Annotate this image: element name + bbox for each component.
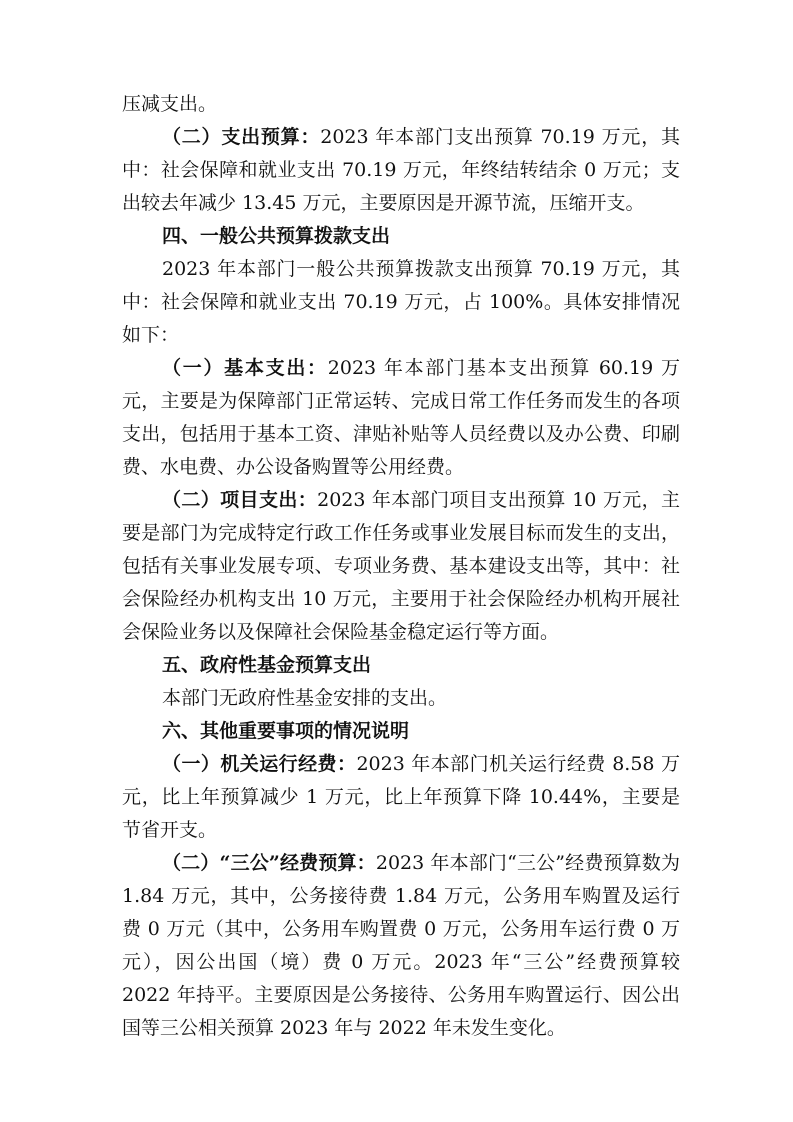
paragraph-general-budget: 2023 年本部门一般公共预算拨款支出预算 70.19 万元，其中：社会保障和就业支出 70.19 万元，占 100%。具体安排情况如下： bbox=[122, 258, 680, 346]
paragraph-fund-budget: 本部门无政府性基金安排的支出。 bbox=[162, 687, 448, 709]
document-page bbox=[122, 88, 680, 1045]
paragraph-lead: （一）机关运行经费： bbox=[162, 753, 357, 775]
paragraph-expenditure-budget bbox=[122, 121, 680, 220]
paragraph-basic-expenditure bbox=[122, 352, 680, 484]
paragraph-body: 2023 年本部门“三公”经费预算数为 1.84 万元，其中，公务接待费 1.84 万元，公务用车购置及运行费 0 万元（其中，公务用车购置费 0 万元，公务用车运行费 0 万元），因公出国（境）费 0 万元。2023 年“三公”经费预算较 2022 年持平。主要原因是公务接待、公务用车购置运行、因公出国等三公相关预算 2023 年与 2022 年未发生变化。 bbox=[122, 852, 681, 1039]
paragraph-lead: （二）项目支出： bbox=[162, 489, 318, 511]
paragraph-project-expenditure bbox=[122, 484, 680, 649]
paragraph-lead: （一）基本支出： bbox=[162, 357, 328, 379]
paragraph-lead: （二）“三公”经费预算： bbox=[162, 852, 376, 874]
paragraph-lead: （二）支出预算： bbox=[162, 126, 321, 148]
paragraph-three-public-expenses bbox=[122, 847, 680, 1045]
section-heading-5: 五、政府性基金预算支出 bbox=[162, 654, 372, 676]
paragraph-operating-expenses bbox=[122, 748, 680, 847]
section-heading-6: 六、其他重要事项的情况说明 bbox=[162, 720, 410, 742]
paragraph-body: 2023 年本部门项目支出预算 10 万元，主要是部门为完成特定行政工作任务或事业发展目标而发生的支出，包括有关事业发展专项、专项业务费、基本建设支出等，其中：社会保险经办机构支出 10 万元，主要用于社会保险经办机构开展社会保险业务以及保障社会保险基金稳定运行等方面。 bbox=[122, 489, 680, 643]
paragraph-continuation: 压减支出。 bbox=[122, 93, 218, 115]
section-heading-4: 四、一般公共预算拨款支出 bbox=[162, 225, 391, 247]
paragraph-body: 2023 年本部门基本支出预算 60.19 万元，主要是为保障部门正常运转、完成日常工作任务而发生的各项支出，包括用于基本工资、津贴补贴等人员经费以及办公费、印刷费、水电费、办公设备购置等公用经费。 bbox=[122, 357, 680, 478]
paragraph-body: 2023 年本部门支出预算 70.19 万元，其中：社会保障和就业支出 70.19 万元，年终结转结余 0 万元；支出较去年减少 13.45 万元，主要原因是开源节流，压缩开支。 bbox=[122, 126, 680, 214]
paragraph-body: 2023 年本部门机关运行经费 8.58 万元，比上年预算减少 1 万元，比上年预算下降 10.44%，主要是节省开支。 bbox=[122, 753, 680, 841]
